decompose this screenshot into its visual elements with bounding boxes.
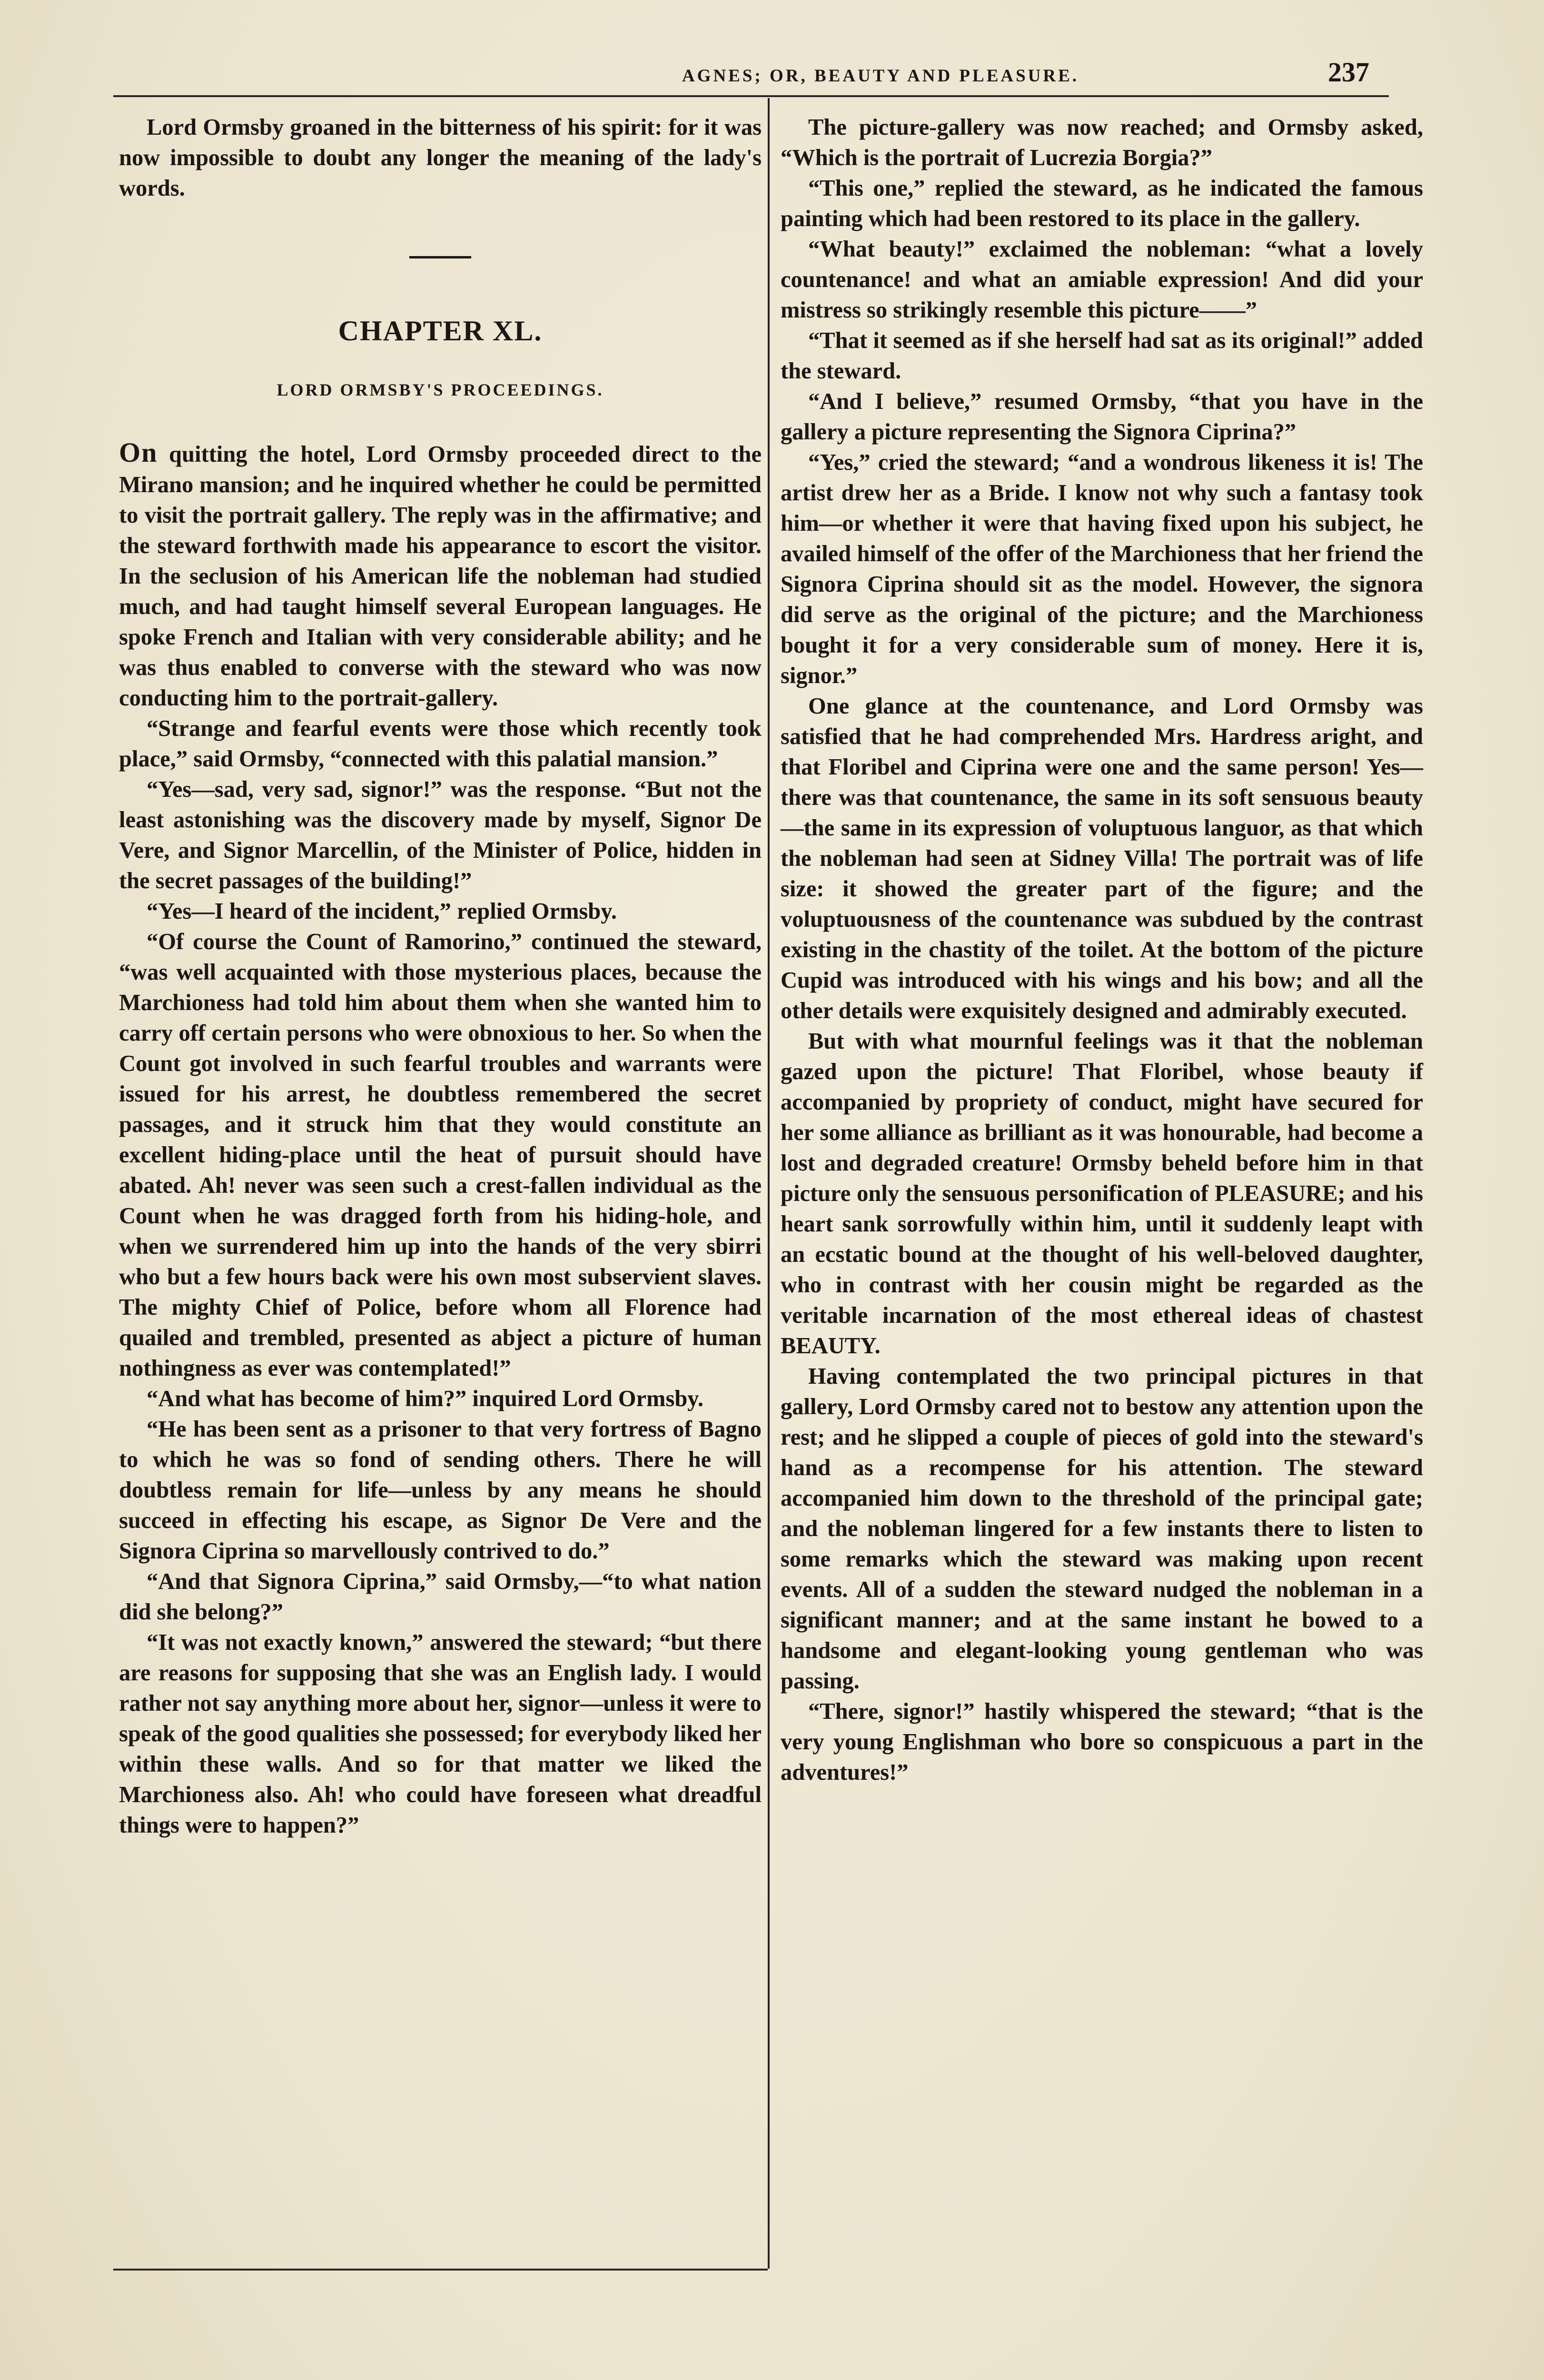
dropcap: On <box>119 437 158 468</box>
paragraph: “It was not exactly known,” answered the steward; “but there are reasons for supposing that she was an English lady. I would rather not say anything more about her, signor—unless it were to speak of the good qualities she possessed; for everybody liked her within these walls. And so for that matter we liked the Marchioness also. Ah! who could have foreseen what dreadful things were to happen?” <box>119 1630 762 1838</box>
right-column <box>781 112 1423 1788</box>
paragraph: One glance at the countenance, and Lord Ormsby was satisfied that he had comprehended Mrs. Hardress aright, and that Floribel and Ciprina were one and the same person! Yes—there was that countenance, the same in its soft sensuous beauty—the same in its expression of voluptuous languor, as that which the nobleman had seen at Sidney Villa! The portrait was of life size: it showed the greater part of the figure; and the voluptuousness of the countenance was subdued by the contrast existing in the chastity of the toilet. At the bottom of the picture Cupid was introduced with his wings and his bow; and all the other details were exquisitely designed and admirably executed. <box>781 694 1423 1023</box>
paragraph: “What beauty!” exclaimed the nobleman: “what a lovely countenance! and what an amiable expression! And did your mistress so strikingly resemble this picture——” <box>781 237 1423 323</box>
paragraph: “And that Signora Ciprina,” said Ormsby,—“to what nation did she belong?” <box>119 1569 762 1625</box>
paragraph: “Strange and fearful events were those which recently took place,” said Ormsby, “connected with this palatial mansion.” <box>119 716 762 772</box>
paragraph: “That it seemed as if she herself had sat as its original!” added the steward. <box>781 328 1423 384</box>
paragraph: “And what has become of him?” inquired Lord Ormsby. <box>147 1386 703 1411</box>
chapter-title: CHAPTER XL. <box>338 315 543 347</box>
paragraph: “There, signor!” hastily whispered the steward; “that is the very young Englishman who bore so conspicuous a part in the adventures!” <box>781 1699 1423 1785</box>
paragraph: “Yes—I heard of the incident,” replied Ormsby. <box>147 899 617 924</box>
paragraph: “He has been sent as a prisoner to that very fortress of Bagno to which he was so fond of sending others. There he will doubtless remain for life—unless by any means he should succeed in effecting his escape, as Signor De Vere and the Signora Ciprina so marvellously contrived to do.” <box>119 1417 762 1564</box>
chapter-first-paragraph <box>119 437 762 714</box>
paragraph: “Yes,” cried the steward; “and a wondrous likeness it is! The artist drew her as a Bride. I know not why such a fantasy took him—or whether it were that having fixed upon his subject, he availed himself of the offer of the Marchioness that her friend the Signora Ciprina should sit as the model. However, the signora did serve as the original of the picture; and the Marchioness bought it for a very considerable sum of money. Here it is, signor.” <box>781 450 1423 688</box>
paragraph: But with what mournful feelings was it that the nobleman gazed upon the picture! That Floribel, whose beauty if accompanied by propriety of conduct, might have secured for her some alliance as brilliant as it was honourable, had become a lost and degraded creature! Ormsby beheld before him in that picture only the sensuous personification of PLEASURE; and his heart sank sorrowfully within him, until it suddenly leapt with an ecstatic bound at the thought of his well-beloved daughter, who in contrast with her cousin might be regarded as the veritable incarnation of the most ethereal ideas of chastest BEAUTY. <box>781 1029 1423 1359</box>
footer-rule <box>113 2269 768 2271</box>
paragraph: “Of course the Count of Ramorino,” continued the steward, “was well acquainted with those mysterious places, because the Marchioness had told him about them when she wanted him to carry off certain persons who were obnoxious to her. So when the Count got involved in such fearful troubles and warrants were issued for his arrest, he doubtless remembered the secret passages, and it struck him that they would constitute an excellent hiding-place until the heat of pursuit should have abated. Ah! never was seen such a crest-fallen individual as the Count when he was dragged forth from his hiding-hole, and when we surrendered him up into the hands of the very sbirri who but a few hours back were his own most subservient slaves. The mighty Chief of Police, before whom all Florence had quailed and trembled, presented as abject a picture of human nothingness as ever was contemplated!” <box>119 929 762 1381</box>
paragraph: Having contemplated the two principal pictures in that gallery, Lord Ormsby cared not to bestow any attention upon the rest; and he slipped a couple of pieces of gold into the steward's hand as a recompense for his attention. The steward accompanied him down to the threshold of the principal gate; and the nobleman lingered for a few instants there to listen to some remarks which the steward was making upon recent events. All of a sudden the steward nudged the nobleman in a significant manner; and at the same instant he bowed to a handsome and elegant-looking young gentleman who was passing. <box>781 1364 1423 1694</box>
left-column <box>119 112 762 1841</box>
paragraph-text: quitting the hotel, Lord Ormsby proceeded direct to the Mirano mansion; and he inquired whether he could be permitted to visit the portrait gallery. The reply was in the affirmative; and the steward forthwith made his appearance to escort the visitor. In the seclusion of his American life the nobleman had studied much, and had taught himself several European languages. He spoke French and Italian with very considerable ability; and he was thus enabled to converse with the steward who was now conducting him to the portrait-gallery. <box>119 442 762 711</box>
page-number: 237 <box>1328 57 1369 88</box>
paragraph: “And I believe,” resumed Ormsby, “that you have in the gallery a picture representing the Signora Ciprina?” <box>781 389 1423 445</box>
running-title: AGNES; OR, BEAUTY AND PLEASURE. <box>682 66 1079 86</box>
paragraph: The picture-gallery was now reached; and Ormsby asked, “Which is the portrait of Lucrezia Borgia?” <box>781 115 1423 170</box>
opening-paragraph: Lord Ormsby groaned in the bitterness of his spirit: for it was now impossible to doubt any longer the meaning of the lady's words. <box>119 115 762 201</box>
paragraph: “Yes—sad, very sad, signor!” was the response. “But not the least astonishing was the discovery made by myself, Signor De Vere, and Signor Marcellin, of the Minister of Police, hidden in the secret passages of the building!” <box>119 777 762 893</box>
paragraph: “This one,” replied the steward, as he indicated the famous painting which had been restored to its place in the gallery. <box>781 176 1423 231</box>
column-divider <box>768 98 770 2269</box>
header-rule <box>113 95 1389 97</box>
chapter-subtitle: LORD ORMSBY'S PROCEEDINGS. <box>277 380 604 399</box>
chapter-separator <box>409 256 471 258</box>
